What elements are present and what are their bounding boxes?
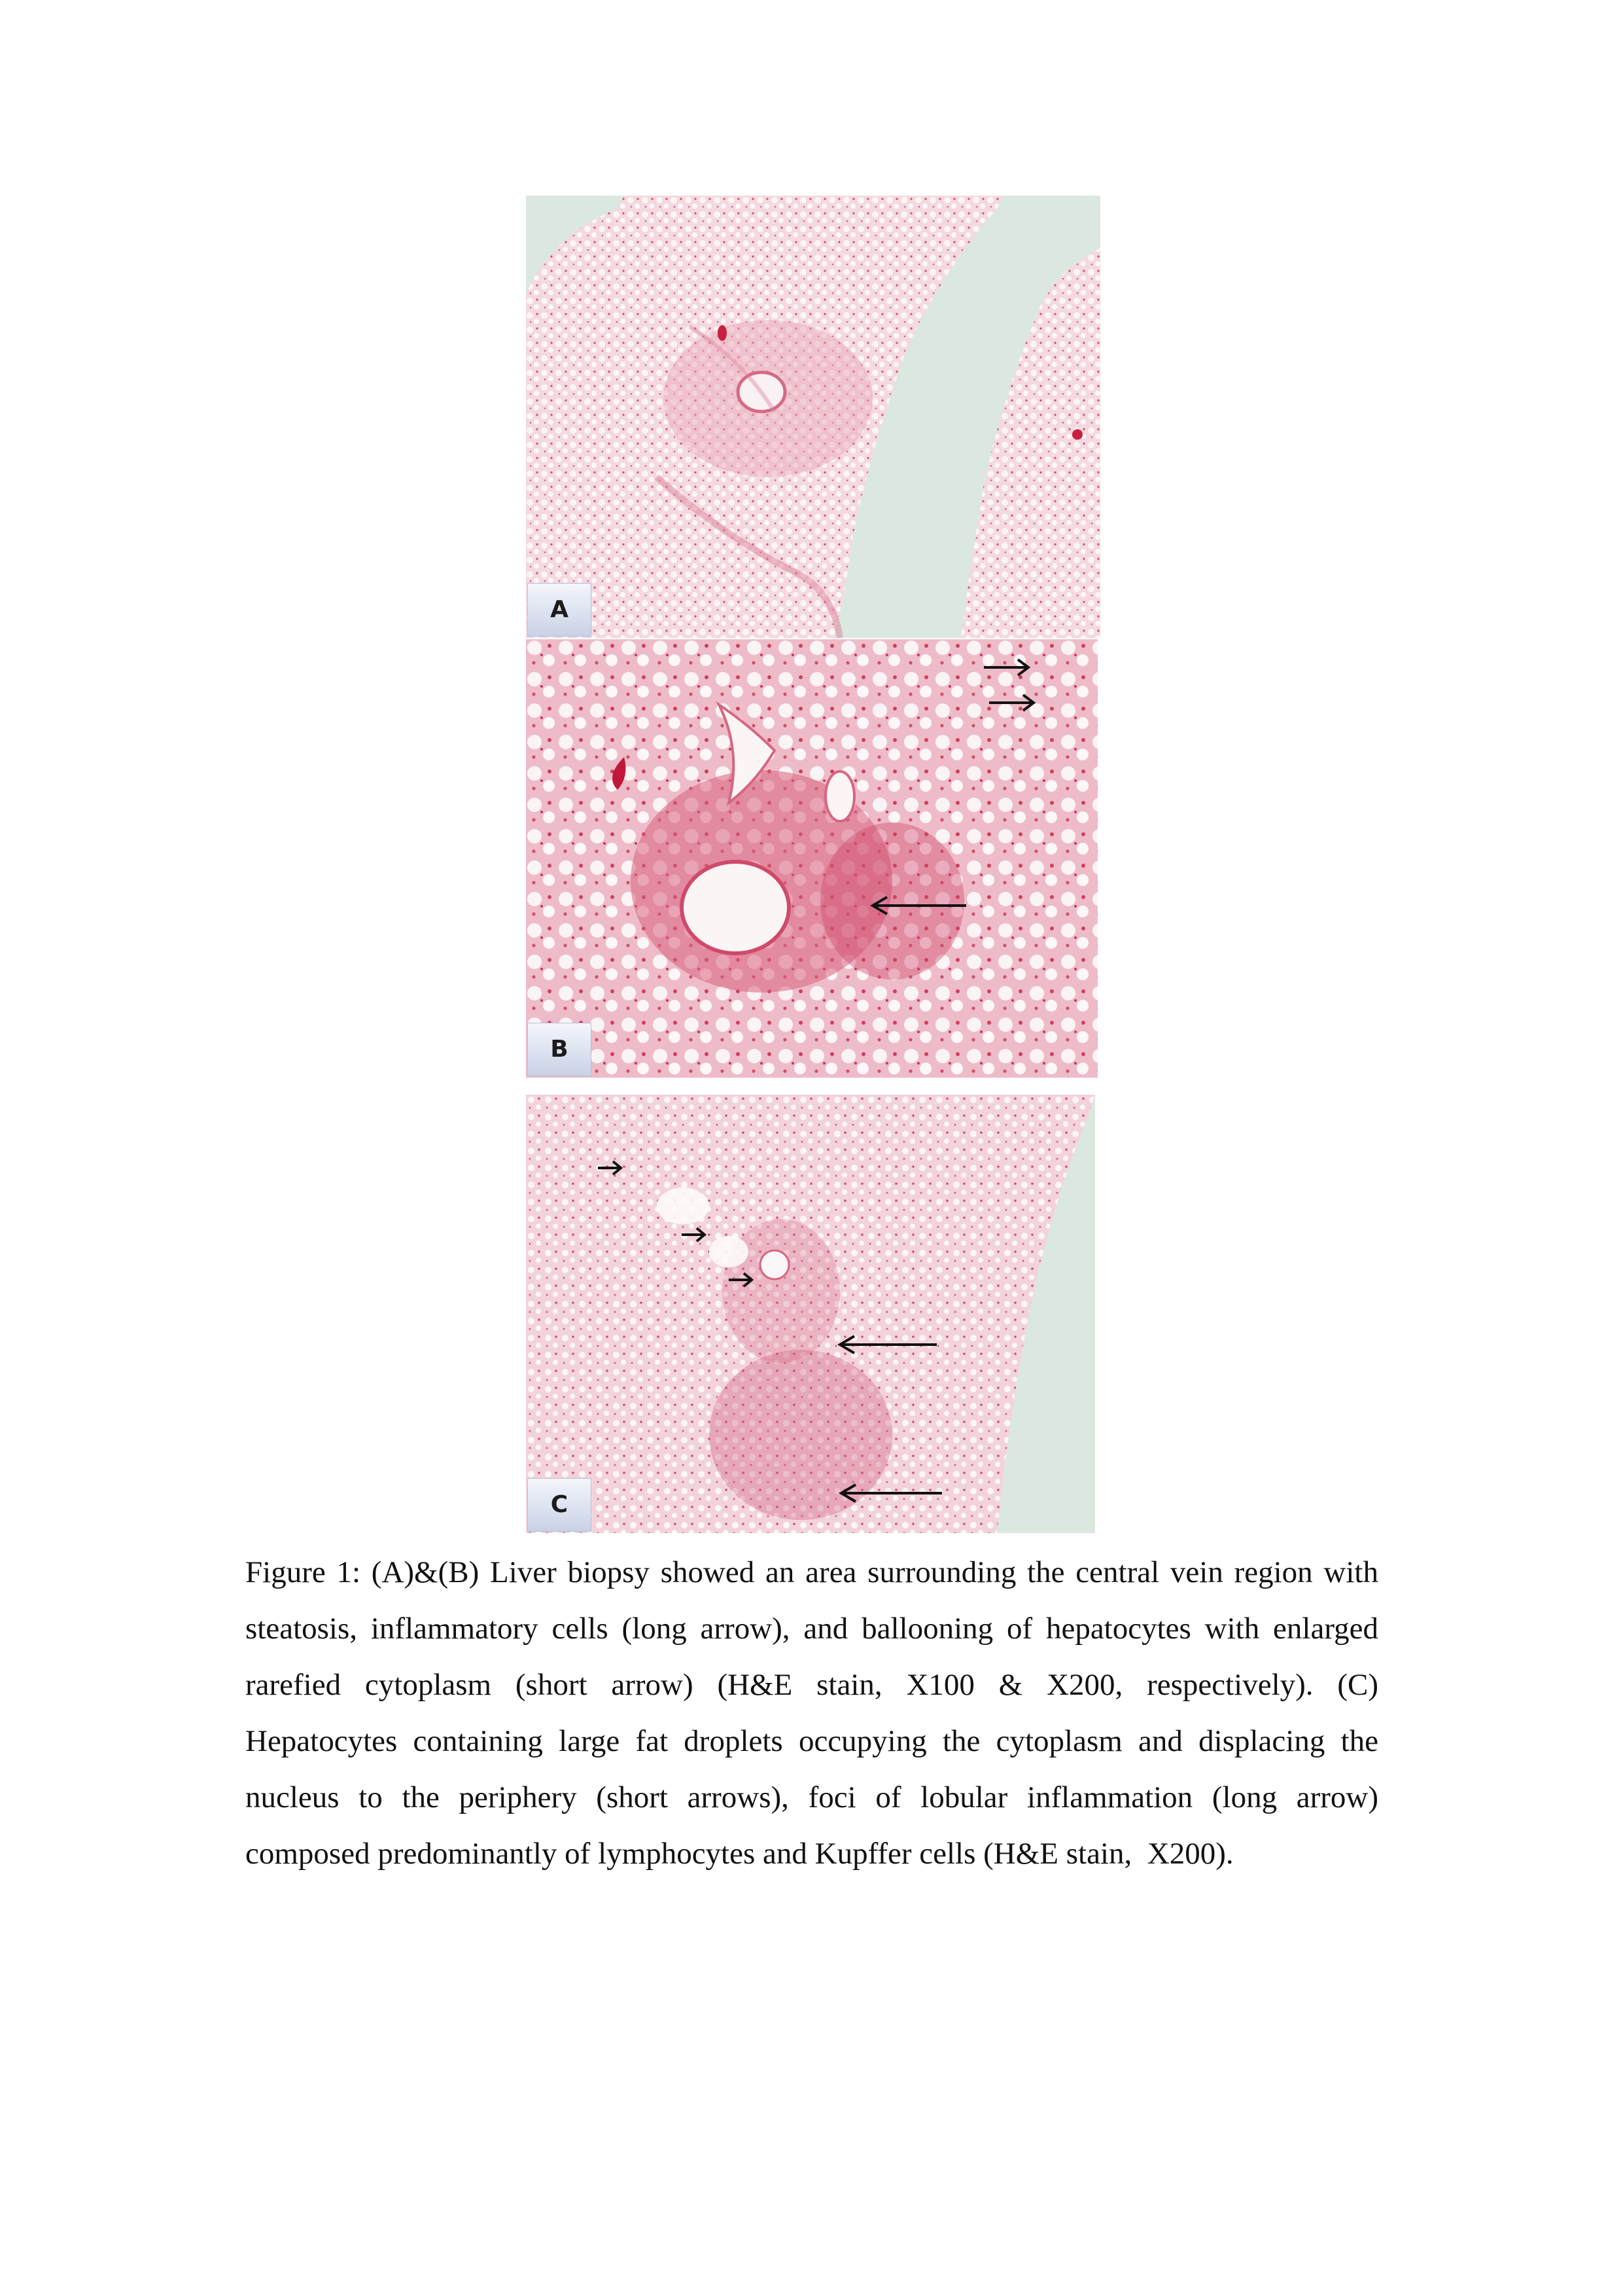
long-arrow-icon (840, 1336, 937, 1353)
short-arrow-icon (682, 1228, 705, 1241)
micrograph-panel-a (526, 196, 1100, 638)
panel-c-label: C (527, 1478, 591, 1532)
panel-b-label: B (527, 1023, 591, 1076)
figure-caption-text: Figure 1: (A)&(B) Liver biopsy showed an area surrounding the central vein region with steatosis, inflammatory cells (long arrow), and ballooning of hepatocytes with enlarged rarefied cytoplasm (short arrow) (H&E stain, X100 & X200, respectively). (C) Hepatocytes containing large fat droplets occupying the cytoplasm and displacing the nucleus to the periphery (short arrows), foci of lobular inflammation (long arrow) composed predominantly of lymphocytes and Kupffer cells (H&E stain, X200). (245, 1555, 1394, 1871)
panel-a-label: A (527, 583, 591, 637)
micrograph-a-image (526, 196, 1100, 638)
figure-caption (245, 1544, 1394, 1882)
short-arrow-icon (598, 1161, 621, 1174)
long-arrow-icon (873, 897, 966, 914)
micrograph-panel-b (526, 639, 1098, 1078)
short-arrow-icon (989, 695, 1034, 711)
long-arrow-icon (841, 1485, 942, 1502)
short-arrow-icon (984, 660, 1028, 675)
short-arrow-icon (729, 1273, 752, 1286)
micrograph-panel-c (526, 1095, 1095, 1533)
panel-c-arrows (526, 1095, 1095, 1533)
panel-b-arrows (526, 639, 1098, 1078)
